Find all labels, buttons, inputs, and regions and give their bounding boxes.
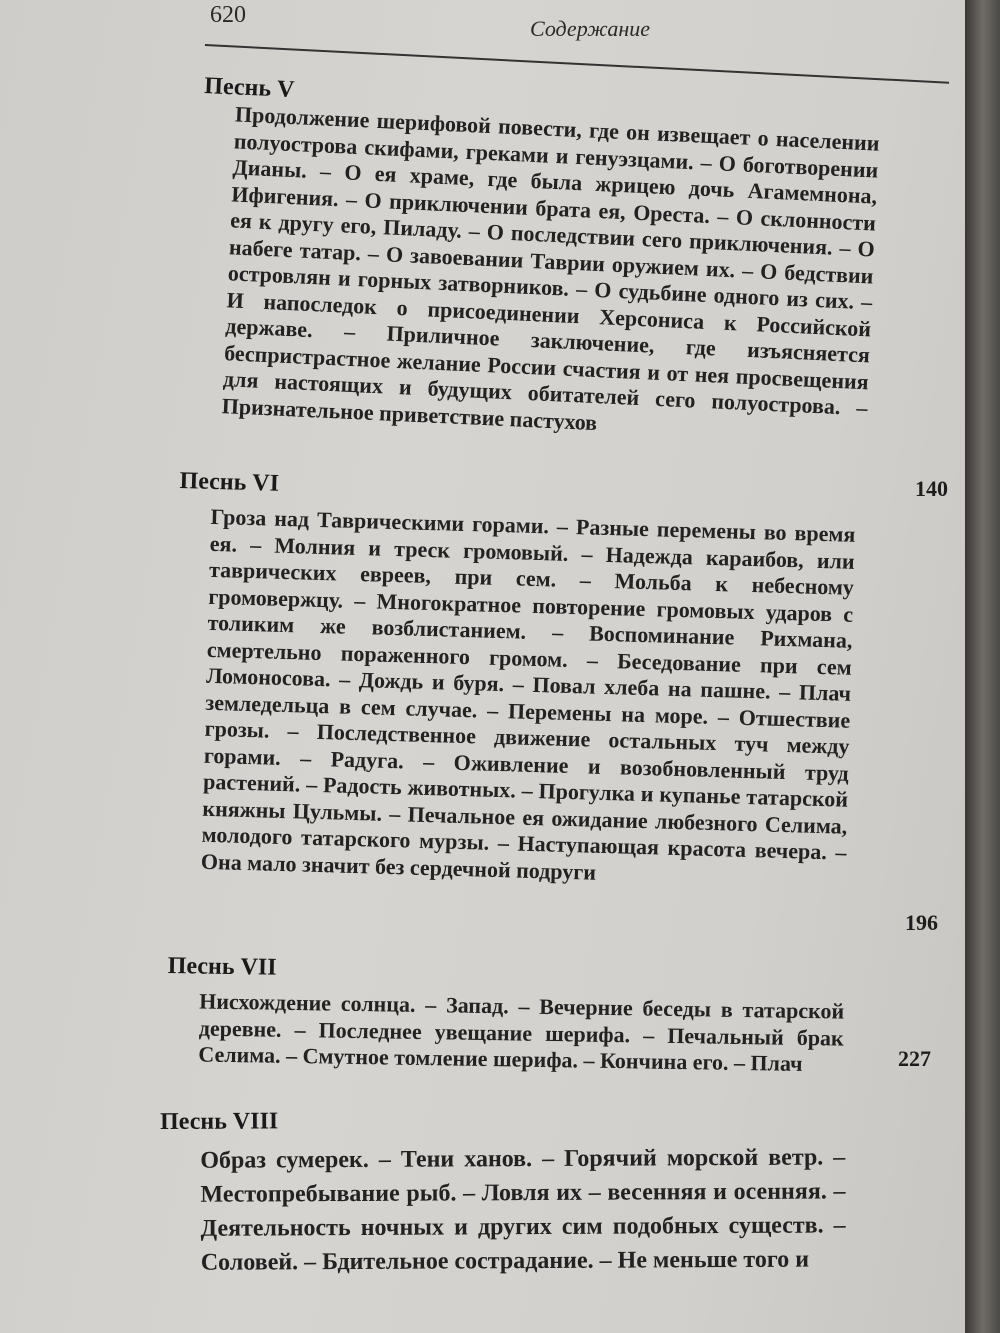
book-edge — [965, 0, 1000, 1333]
toc-entry-description: Образ сумерек. – Тени ханов. – Горячий морской ветр. – Местопребывание рыб. – Ловля их – весенняя и осенняя. – Деятельность ночных и других сим подобных существ. – Соловей. – Бдительное сострадание. – Не меньше того и — [200, 1144, 846, 1276]
toc-entry-title: Песнь VII — [167, 952, 277, 981]
toc-entry-title: Песнь V — [203, 72, 295, 104]
toc-entry-canto-6 — [169, 467, 857, 893]
toc-entry-canto-8 — [160, 1104, 846, 1280]
toc-entry-page: 227 — [898, 1046, 931, 1071]
toc-entry-description: Продолжение шерифовой повести, где он извещает о населении полуострова скифами, греками и генуэзцами. – О боготворении Дианы. – О ея храме, где была жрицею дочь Агамемнона, Ифигения. – О приключении брата ея, Ореста. – О склонности ея к другу его, Пиладу. – О последствии сего приключения. – О набеге татар. – О завоевании Таврии оружием их. – О бедствии островлян и горных затворников. – О судьбине одного из сих. – И напоследок о присоединении Херсониса к Российской державе. – Приличное заключение, где изъясняется беспристрастное желание России счастия и от нея просвещения для настоящих и будущих обитателей сего полуострова. – Признательное приветствие пастухов — [221, 101, 881, 435]
toc-entry-page: 196 — [905, 910, 938, 935]
toc-entry-canto-7 — [166, 952, 845, 1078]
toc-entry-canto-5 — [189, 72, 881, 448]
toc-entry-page: 140 — [915, 476, 948, 501]
page-number: 620 — [210, 2, 246, 28]
toc-entry-description: Нисхождение солнца. – Запад. – Вечерние беседы в татарской деревне. – Последнее увещание шерифа. – Печальный брак Селима. – Смутное томление шерифа. – Кончина его. – Плач — [198, 988, 845, 1076]
running-title: Содержание — [530, 16, 651, 41]
toc-entry-title: Песнь VIII — [160, 1108, 279, 1135]
toc-entry-title: Песнь VI — [179, 467, 280, 497]
toc-entry-description: Гроза над Таврическими горами. – Разные перемены во время ея. – Молния и треск громовый. – Надежда караибов, или таврических евреев, при сем. – Мольба к небесному громовержцу. – Многократное повторение громовых ударов с толиким же возблистанием. – Воспоминание Рихмана, смертельно пораженного громом. – Беседование при сем Ломоносова. – Дождь и буря. – Повал хлеба на пашне. – Плач земледельца в сем случае. – Перемены на море. – Отшествие грозы. – Последственное движение остальных туч между горами. – Радуга. – Оживление и возобновленный труд растений. – Радость животных. – Прогулка и купанье татарской княжны Цульмы. – Печальное ея ожидание любезного Селима, молодого татарского мурзы. – Наступающая красота вечера. – Она мало значит без сердечной подруги — [200, 503, 856, 885]
